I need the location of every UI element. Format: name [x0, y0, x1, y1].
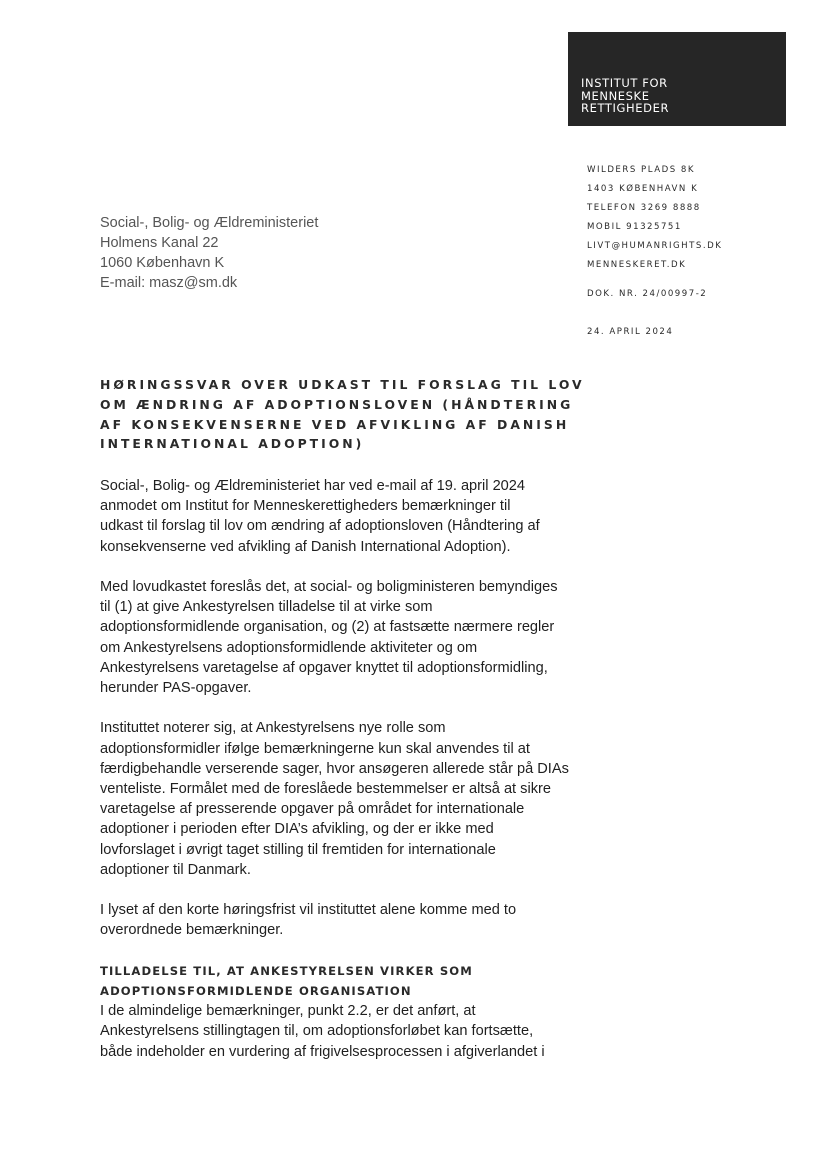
contact-email: LIVT@HUMANRIGHTS.DK [587, 241, 723, 251]
document-heading [100, 375, 585, 454]
contact-website: MENNESKERET.DK [587, 260, 687, 270]
text-line: både indeholder en vurdering af frigivelsesprocessen i afgiverlandet i [100, 1043, 545, 1060]
text-line: adoptionsformidlende organisation, og (2) at fastsætte nærmere regler [100, 619, 555, 636]
logo-line: INSTITUT FOR [581, 76, 668, 90]
text-line: Ankestyrelsens varetagelse af opgaver knyttet til adoptionsformidling, [100, 659, 548, 676]
text-line: I lyset af den korte høringsfrist vil instituttet alene komme med to [100, 902, 517, 919]
institute-logo [568, 32, 786, 126]
heading-line: OM ÆNDRING AF ADOPTIONSLOVEN (HÅNDTERING [100, 396, 574, 412]
text-line: udkast til forslag til lov om ændring af adoptionsloven (Håndtering af [100, 518, 540, 535]
paragraph-intro [100, 476, 570, 557]
text-line: overordnede bemærkninger. [100, 922, 284, 939]
text-line: Instituttet noterer sig, at Ankestyrelsens nye rolle som [100, 720, 446, 737]
recipient-city: 1060 København K [100, 255, 225, 271]
text-line: herunder PAS-opgaver. [100, 680, 252, 697]
contact-postal: 1403 KØBENHAVN K [587, 184, 699, 194]
letter-body [100, 476, 570, 1062]
recipient-address [100, 213, 318, 293]
text-line: Med lovudkastet foreslås det, at social- og boligministeren bemyndiges [100, 579, 558, 595]
document-date: 24. APRIL 2024 [587, 327, 674, 337]
text-line: konsekvenserne ved afvikling af Danish International Adoption). [100, 538, 511, 555]
contact-address: WILDERS PLADS 8K [587, 165, 695, 175]
sender-contact-block [587, 161, 722, 275]
heading-line: HØRINGSSVAR OVER UDKAST TIL FORSLAG TIL LOV [100, 377, 585, 392]
text-line: venteliste. Formålet med de foreslåede bestemmelser er altså at sikre [100, 781, 551, 798]
text-line: I de almindelige bemærkninger, punkt 2.2, er det anført, at [100, 1003, 476, 1020]
text-line: til (1) at give Ankestyrelsen tilladelse til at virke som [100, 599, 433, 616]
text-line: Social-, Bolig- og Ældreministeriet har ved e-mail af 19. april 2024 [100, 478, 526, 494]
logo-line: MENNESKE [581, 88, 650, 103]
paragraph-remarks [100, 900, 570, 940]
contact-mobile: MOBIL 91325751 [587, 222, 682, 232]
logo-wordmark [581, 77, 669, 115]
section-paragraph [100, 1001, 570, 1062]
recipient-name: Social-, Bolig- og Ældreministeriet [100, 215, 319, 231]
paragraph-proposal [100, 577, 570, 698]
logo-line: RETTIGHEDER [581, 101, 670, 115]
text-line: Ankestyrelsens stillingtagen til, om adoptionsforløbet kan fortsætte, [100, 1023, 534, 1040]
recipient-street: Holmens Kanal 22 [100, 235, 219, 251]
text-line: om Ankestyrelsens adoptionsformidlende aktiviteter og om [100, 639, 478, 656]
text-line: adoptionsformidler ifølge bemærkningerne kun skal anvendes til at [100, 740, 530, 757]
document-number: DOK. NR. 24/00997-2 [587, 289, 708, 299]
heading-line: INTERNATIONAL ADOPTION) [100, 436, 365, 452]
contact-phone: TELEFON 3269 8888 [587, 203, 701, 213]
section-heading-line: TILLADELSE TIL, AT ANKESTYRELSEN VIRKER SOM [100, 963, 473, 978]
heading-line: AF KONSEKVENSERNE VED AFVIKLING AF DANISH [100, 416, 570, 432]
text-line: adoptioner i perioden efter DIA’s afvikling, og der er ikke med [100, 821, 494, 838]
recipient-email: E-mail: masz@sm.dk [100, 275, 238, 291]
section-heading-line: ADOPTIONSFORMIDLENDE ORGANISATION [100, 984, 412, 999]
text-line: varetagelse af presserende opgaver på området for internationale [100, 801, 525, 818]
paragraph-observation [100, 718, 570, 880]
text-line: anmodet om Institut for Menneskerettigheders bemærkninger til [100, 498, 511, 515]
text-line: lovforslaget i øvrigt taget stilling til fremtiden for internationale [100, 841, 496, 858]
text-line: adoptioner til Danmark. [100, 861, 251, 878]
text-line: færdigbehandle verserende sager, hvor ansøgeren allerede står på DIAs [100, 760, 569, 777]
section-heading [100, 961, 570, 1001]
